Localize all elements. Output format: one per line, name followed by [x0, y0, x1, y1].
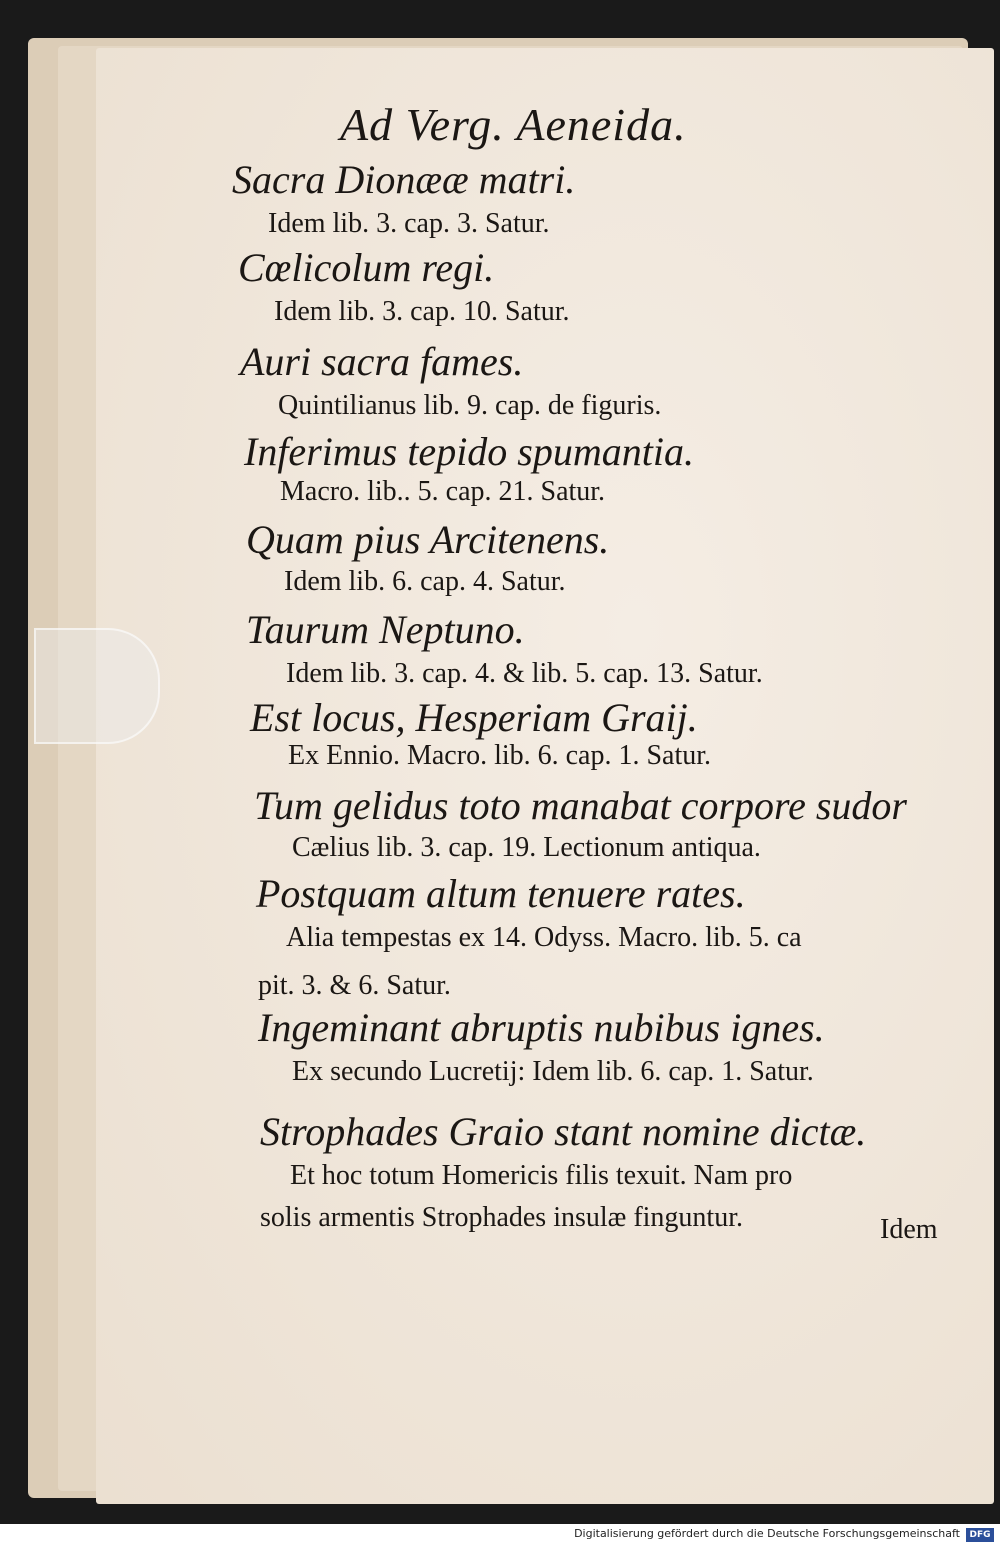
- quote-line: Quam pius Arcitenens.: [246, 517, 610, 562]
- quote-line: Ingeminant abruptis nubibus ignes.: [258, 1005, 825, 1050]
- reference-line: Macro. lib.. 5. cap. 21. Satur.: [280, 476, 606, 507]
- reference-line: Ex Ennio. Macro. lib. 6. cap. 1. Satur.: [288, 740, 712, 771]
- reference-line: Idem lib. 3. cap. 10. Satur.: [274, 296, 570, 327]
- quote-line: Sacra Dionææ matri.: [232, 157, 576, 202]
- quote-line: Est locus, Hesperiam Graij.: [250, 695, 698, 740]
- quote-line: Inferimus tepido spumantia.: [244, 429, 694, 474]
- running-title: Ad Verg. Aeneida.: [340, 99, 687, 150]
- reference-line: Quintilianus lib. 9. cap. de figuris.: [278, 390, 662, 421]
- footer-bar: [0, 1524, 1000, 1546]
- reference-line-continued: pit. 3. & 6. Satur.: [258, 970, 451, 1001]
- reference-line-continued: solis armentis Strophades insulæ finguntur.: [260, 1202, 743, 1233]
- reference-line: Ex secundo Lucretij: Idem lib. 6. cap. 1. Satur.: [292, 1056, 814, 1087]
- reference-line: Cælius lib. 3. cap. 19. Lectionum antiqua.: [292, 832, 761, 863]
- reference-line: Idem lib. 3. cap. 3. Satur.: [268, 208, 550, 239]
- dfg-logo-icon: DFG: [966, 1528, 994, 1542]
- quote-line: Cœlicolum regi.: [238, 245, 495, 290]
- reference-line: Idem lib. 6. cap. 4. Satur.: [284, 566, 566, 597]
- quote-line: Taurum Neptuno.: [246, 607, 525, 652]
- quote-line: Tum gelidus toto manabat corpore sudor: [254, 783, 907, 828]
- quote-line: Auri sacra fames.: [240, 339, 524, 384]
- reference-line: Et hoc totum Homericis filis texuit. Nam pro: [290, 1160, 793, 1191]
- reference-line: Idem lib. 3. cap. 4. & lib. 5. cap. 13. Satur.: [286, 658, 763, 689]
- reference-line: Alia tempestas ex 14. Odyss. Macro. lib. 5. ca: [286, 922, 802, 953]
- footer-credit: Digitalisierung gefördert durch die Deutsche Forschungsgemeinschaft: [574, 1527, 960, 1540]
- quote-line: Postquam altum tenuere rates.: [256, 871, 746, 916]
- quote-line: Strophades Graio stant nomine dictæ.: [260, 1109, 867, 1154]
- catchword: Idem: [880, 1214, 938, 1245]
